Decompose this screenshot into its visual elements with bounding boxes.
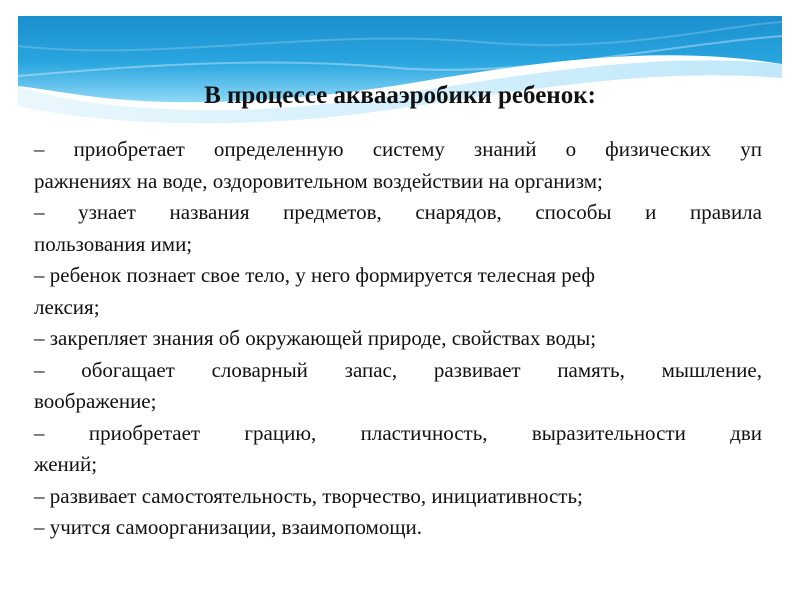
wave-header-decoration — [18, 16, 782, 136]
slide-title: В процессе аквааэробики ребенок: — [204, 82, 596, 109]
text-line: жений; — [34, 452, 98, 476]
text-line: – развивает самостоятельность, творчество, инициативность; — [34, 483, 583, 508]
bullet-text — [34, 134, 762, 544]
text-line: воображение; — [34, 389, 157, 413]
text-line: – ребенок познает свое тело, у него формируется телесная реф — [34, 263, 595, 287]
text-line: – учится самоорганизации, взаимопомощи. — [34, 515, 422, 539]
text-line: – приобретает грацию, пластичность, выразительности дви — [34, 420, 762, 445]
text-line: ражнениях на воде, оздоровительном воздействии на организм; — [34, 168, 603, 193]
text-line: – закрепляет знания об окружающей природе, свойствах воды; — [34, 326, 597, 350]
text-line: – обогащает словарный запас, развивает память, мышление, — [34, 357, 762, 382]
text-line: пользования ими; — [34, 231, 193, 256]
text-line: – приобретает определенную систему знаний о физических уп — [34, 137, 762, 161]
text-line: – узнает названия предметов, снарядов, способы и правила — [34, 200, 762, 224]
text-line: лексия; — [34, 294, 100, 319]
